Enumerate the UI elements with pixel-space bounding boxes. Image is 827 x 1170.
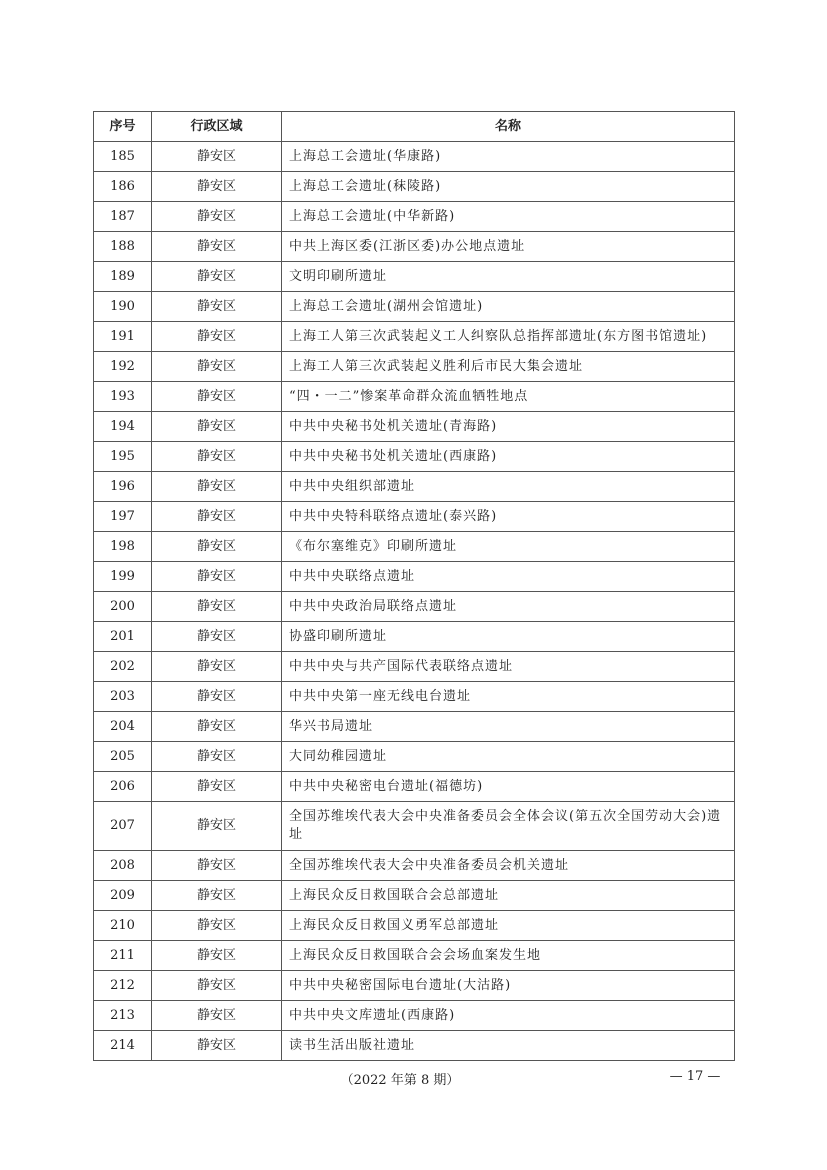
cell-district: 静安区 <box>152 851 282 881</box>
table-row <box>94 172 735 202</box>
cell-index: 209 <box>94 881 152 911</box>
cell-district: 静安区 <box>152 941 282 971</box>
cell-index: 193 <box>94 382 152 412</box>
cell-name: 上海工人第三次武装起义工人纠察队总指挥部遗址(东方图书馆遗址) <box>282 322 735 352</box>
cell-district: 静安区 <box>152 172 282 202</box>
cell-name: 中共中央秘书处机关遗址(青海路) <box>282 412 735 442</box>
cell-district: 静安区 <box>152 881 282 911</box>
table-row <box>94 232 735 262</box>
cell-name: 中共中央与共产国际代表联络点遗址 <box>282 652 735 682</box>
cell-name: 中共中央组织部遗址 <box>282 472 735 502</box>
cell-name: 大同幼稚园遗址 <box>282 742 735 772</box>
cell-name: 上海民众反日救国联合会会场血案发生地 <box>282 941 735 971</box>
cell-district: 静安区 <box>152 412 282 442</box>
table-row <box>94 562 735 592</box>
cell-index: 210 <box>94 911 152 941</box>
cell-name: 《布尔塞维克》印刷所遗址 <box>282 532 735 562</box>
cell-district: 静安区 <box>152 322 282 352</box>
table-row <box>94 142 735 172</box>
table-row <box>94 472 735 502</box>
cell-index: 189 <box>94 262 152 292</box>
cell-name: 上海民众反日救国义勇军总部遗址 <box>282 911 735 941</box>
table-row <box>94 881 735 911</box>
cell-district: 静安区 <box>152 502 282 532</box>
table-row <box>94 1031 735 1061</box>
cell-district: 静安区 <box>152 1001 282 1031</box>
cell-name: 全国苏维埃代表大会中央准备委员会全体会议(第五次全国劳动大会)遗址 <box>282 802 735 851</box>
cell-name: 上海总工会遗址(湖州会馆遗址) <box>282 292 735 322</box>
cell-district: 静安区 <box>152 652 282 682</box>
cell-name: 中共中央秘书处机关遗址(西康路) <box>282 442 735 472</box>
table-row <box>94 682 735 712</box>
cell-index: 196 <box>94 472 152 502</box>
cell-index: 185 <box>94 142 152 172</box>
cell-index: 200 <box>94 592 152 622</box>
cell-district: 静安区 <box>152 682 282 712</box>
cell-district: 静安区 <box>152 911 282 941</box>
cell-name: 华兴书局遗址 <box>282 712 735 742</box>
cell-name: 中共中央文库遗址(西康路) <box>282 1001 735 1031</box>
table-row <box>94 851 735 881</box>
table-row <box>94 622 735 652</box>
cell-index: 205 <box>94 742 152 772</box>
cell-index: 198 <box>94 532 152 562</box>
cell-index: 191 <box>94 322 152 352</box>
table-row <box>94 802 735 851</box>
cell-district: 静安区 <box>152 142 282 172</box>
cell-district: 静安区 <box>152 442 282 472</box>
page-number: — 17 — <box>669 1069 721 1084</box>
table-row <box>94 262 735 292</box>
cell-name: 中共中央秘密国际电台遗址(大沽路) <box>282 971 735 1001</box>
table-row <box>94 502 735 532</box>
cell-district: 静安区 <box>152 971 282 1001</box>
cell-index: 187 <box>94 202 152 232</box>
cell-index: 204 <box>94 712 152 742</box>
cell-name: 中共中央第一座无线电台遗址 <box>282 682 735 712</box>
cell-name: 中共中央政治局联络点遗址 <box>282 592 735 622</box>
cell-name: 上海总工会遗址(秣陵路) <box>282 172 735 202</box>
cell-index: 190 <box>94 292 152 322</box>
cell-name: 全国苏维埃代表大会中央准备委员会机关遗址 <box>282 851 735 881</box>
cell-district: 静安区 <box>152 712 282 742</box>
table-header-row <box>94 112 735 142</box>
cell-district: 静安区 <box>152 262 282 292</box>
cell-district: 静安区 <box>152 382 282 412</box>
cell-name: 上海总工会遗址(华康路) <box>282 142 735 172</box>
cell-district: 静安区 <box>152 772 282 802</box>
cell-district: 静安区 <box>152 292 282 322</box>
table-row <box>94 592 735 622</box>
cell-index: 199 <box>94 562 152 592</box>
cell-name: “四・一二”惨案革命群众流血牺牲地点 <box>282 382 735 412</box>
cell-district: 静安区 <box>152 232 282 262</box>
cell-district: 静安区 <box>152 592 282 622</box>
cell-district: 静安区 <box>152 742 282 772</box>
cell-index: 188 <box>94 232 152 262</box>
cell-index: 212 <box>94 971 152 1001</box>
cell-district: 静安区 <box>152 802 282 851</box>
table-row <box>94 382 735 412</box>
table-row <box>94 911 735 941</box>
cell-district: 静安区 <box>152 472 282 502</box>
table-row <box>94 941 735 971</box>
cell-name: 文明印刷所遗址 <box>282 262 735 292</box>
table-row <box>94 652 735 682</box>
table-row <box>94 442 735 472</box>
table-row <box>94 532 735 562</box>
cell-index: 192 <box>94 352 152 382</box>
cell-name: 上海工人第三次武装起义胜利后市民大集会遗址 <box>282 352 735 382</box>
cell-district: 静安区 <box>152 562 282 592</box>
table-row <box>94 352 735 382</box>
cell-district: 静安区 <box>152 532 282 562</box>
cell-name: 读书生活出版社遗址 <box>282 1031 735 1061</box>
cell-name: 协盛印刷所遗址 <box>282 622 735 652</box>
heritage-sites-table <box>93 111 735 1061</box>
cell-name: 中共中央秘密电台遗址(福德坊) <box>282 772 735 802</box>
cell-index: 201 <box>94 622 152 652</box>
header-district: 行政区域 <box>152 112 282 142</box>
cell-index: 207 <box>94 802 152 851</box>
table-row <box>94 322 735 352</box>
issue-label: （2022 年第 8 期） <box>340 1073 460 1088</box>
cell-index: 197 <box>94 502 152 532</box>
cell-index: 213 <box>94 1001 152 1031</box>
header-index: 序号 <box>94 112 152 142</box>
table-row <box>94 712 735 742</box>
table-row <box>94 1001 735 1031</box>
cell-index: 195 <box>94 442 152 472</box>
cell-index: 194 <box>94 412 152 442</box>
table-row <box>94 971 735 1001</box>
cell-district: 静安区 <box>152 352 282 382</box>
cell-index: 208 <box>94 851 152 881</box>
cell-name: 上海民众反日救国联合会总部遗址 <box>282 881 735 911</box>
cell-name: 中共上海区委(江浙区委)办公地点遗址 <box>282 232 735 262</box>
cell-district: 静安区 <box>152 622 282 652</box>
cell-name: 中共中央联络点遗址 <box>282 562 735 592</box>
cell-district: 静安区 <box>152 1031 282 1061</box>
table-row <box>94 742 735 772</box>
cell-index: 206 <box>94 772 152 802</box>
table-row <box>94 202 735 232</box>
cell-index: 186 <box>94 172 152 202</box>
cell-index: 211 <box>94 941 152 971</box>
cell-index: 214 <box>94 1031 152 1061</box>
cell-name: 上海总工会遗址(中华新路) <box>282 202 735 232</box>
cell-index: 203 <box>94 682 152 712</box>
cell-district: 静安区 <box>152 202 282 232</box>
header-name: 名称 <box>282 112 735 142</box>
cell-index: 202 <box>94 652 152 682</box>
table-row <box>94 772 735 802</box>
cell-name: 中共中央特科联络点遗址(泰兴路) <box>282 502 735 532</box>
table-row <box>94 412 735 442</box>
table-row <box>94 292 735 322</box>
